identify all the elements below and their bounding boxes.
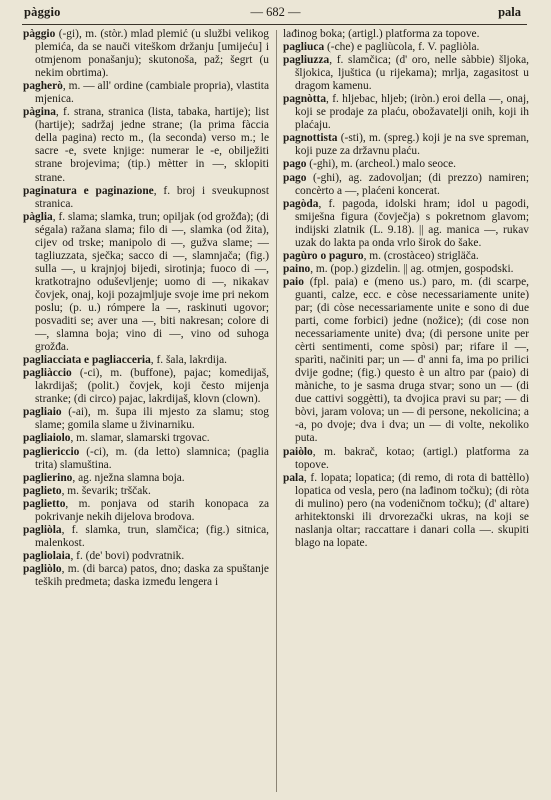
left-column [23,28,269,794]
entry-headword: paio [283,275,304,288]
dictionary-entry [283,446,529,472]
dictionary-entry [23,28,269,80]
entry-definition: (-ci), m. (buffone), pajac; komedijaš, lakrdijaš; (polit.) čovjek, koji često mijenja stranke; (di circo) pajac, lakrdijaš, klovn (clown). [35,367,269,406]
entry-headword: pagliaiolo [23,432,71,445]
entry-headword: pago [283,171,307,184]
entry-definition: , f. lopata; lopatica; (di remo, di rota di battèllo) lopatica od vesla, pero (na lađinom točku); (di ròta di mulino) pero (na vodeničnom točku); (d' altare) arhitektonski ili drvorezački ukras, na koji se naslanja oltar; raccattare i danari colla —. skupiti blago na lopate. [295,471,529,549]
entry-headword: paginatura e paginazione [23,184,154,197]
entry-definition: , m. (pop.) gizdelin. || ag. otmjen, gospodski. [310,262,514,275]
dictionary-entry [283,93,529,132]
dictionary-entry [283,158,529,171]
dictionary-entry [23,498,269,524]
entry-headword: paglietto [23,497,66,510]
entry-headword: pago [283,158,307,171]
entry-headword: pagherò [23,80,63,93]
entry-definition: (-che) e pagliùcola, f. V. pagliòla. [324,41,480,54]
dictionary-entry [23,472,269,485]
dictionary-entry [23,524,269,550]
page-number: — 682 — [250,5,301,19]
entry-headword: pagliolaia [23,549,71,562]
entry-definition: , f. slama; slamka, trun; opiljak (od grožđa); (di ségala) ražana slama; filo di —, slamka (od žita), cijev od trske; manipolo di —, gužva slame; — tagliuzzata, sječka; sacco di —, slamnjača; (fig.) sulla —, u krajnjoj bijedi, sirotinja; fuoco di —, kratkotrajno oduševljenje; uomo di —, nikakav čovjek, onaj, koji pozajmljuje svoje ime pri nekom poslu; (p. u.) rómpere la —, raskinuti ugovor; posvaditi se; aver una —, biti nakresan; colore di —, slamna boja; vino di —, vino od suhoga grožđa. [35,210,269,354]
dictionary-entry [283,276,529,446]
entry-definition: (-ci), m. (da letto) slamnica; (paglia trita) slamuština. [35,445,269,471]
entry-headword: pagliacciata e pagliacceria [23,354,151,367]
dictionary-entry [23,185,269,211]
entry-definition: , ag. nježna slamna boja. [72,471,185,484]
dictionary-entry [283,263,529,276]
dictionary-entry [23,106,269,184]
entry-headword: paino [283,262,311,275]
dictionary-entry [283,172,529,198]
entry-definition: , m. — all' ordine (cambiale propria), vlastita mjenica. [35,80,269,106]
entry-headword: pagliuzza [283,54,330,67]
entry-definition: , f. slamčica; (d' oro, nelle sàbbie) šljoka, šljokica, ljuštica (u rijekama); mrlja, zagasitost u dragom kamenu. [295,54,529,93]
header-last-entry: pala [498,5,521,19]
entry-headword: pàgina [23,106,56,119]
entry-headword: pagliaio [23,406,62,419]
dictionary-entry [23,80,269,106]
header-rule [22,24,527,25]
entry-headword: paglieto [23,484,62,497]
entry-headword: pàggio [23,28,56,40]
entry-definition: , f. slamka, trun, slamčica; (fig.) sitnica, malenkost. [35,523,269,549]
dictionary-entry [283,41,529,54]
dictionary-entry [23,211,269,355]
entry-definition: lađinog boka; (artigl.) platforma za topove. [283,28,480,40]
entry-definition: (-ai), m. šupa ili mjesto za slamu; stog slame; gomila slame u živinarniku. [35,406,269,432]
entry-definition: (-sti), m. (spreg.) koji je na sve spreman, koji puze za državnu plaću. [295,132,529,158]
column-divider [276,30,277,792]
entry-headword: paiòlo [283,445,313,458]
dictionary-entry [283,28,529,41]
entry-headword: pagnòtta [283,93,327,106]
header-first-entry: pàggio [24,5,61,19]
dictionary-entry [23,432,269,445]
entry-definition: , f. šala, lakrdija. [150,354,228,367]
entry-headword: pàglia [23,210,53,223]
entry-definition: , m. bakrač, kotao; (artigl.) platforma za topove. [295,445,529,471]
entry-definition: , f. hljebac, hljeb; (iròn.) eroi della —, onaj, koji se prodaje za plaću, obožavatelji onih, koji ih plaćaju. [295,93,529,132]
entry-definition: , m. (di barca) patos, dno; daska za spuštanje teških predmeta; daska između lengera i [35,562,269,588]
entry-headword: pagùro o paguro [283,249,364,262]
entry-headword: pagliuca [283,41,325,54]
dictionary-entry [23,563,269,589]
entry-definition: , m. slamar, slamarski trgovac. [70,432,210,445]
dictionary-entry [283,472,529,550]
entry-definition: , f. strana, stranica (lista, tabaka, hartije); list (hartije); sadržaj jedne strane; (la prima fàccia della pagina) recto m., (la seconda) verso m.; le sacre -e, svete knjige: numerar le -e, obilježiti strane brojevima; (tip.) mètter in —, sklopiti strane. [35,106,269,184]
dictionary-entry [23,367,269,406]
entry-headword: pagliòla [23,523,62,536]
dictionary-entry [283,54,529,93]
entry-definition: , m. ponjava od starih konopaca za pokrivanje nekih dijelova brodova. [35,497,269,523]
entry-definition: (-ghi), m. (archeol.) malo seoce. [306,158,457,171]
entry-headword: pagòda [283,197,319,210]
entry-headword: pagliòlo [23,562,62,575]
entry-definition: (fpl. paia) e (meno us.) paro, m. (di scarpe, guanti, calze, ecc. e còse necessariamente unite) par; (di còse necessariamente unite e sono di due parti, come forbici) jedne (nožice); (di cose non necessariamente unite) dva; (di persone unite per cèrti sentimenti, come spòsi) par; rifare il —, sparìti, načiniti par; un — d' anni fa, ima po prilici dvije godne; (fig.) questo è un altro par (paio) di màniche, to je sasma druga stvar; sono un — (di due cattivi soggètti), ta dvojica pravi su par; — di bòvi, jaram volova; un — di persone, nekolicina; a -a, po dvoje; dva i dva; un — di volte, nekoliko puta. [295,275,529,445]
entry-definition: , m. (crostàceo) strigläča. [363,249,479,262]
dictionary-entry [23,485,269,498]
entry-headword: paglierino [23,471,73,484]
dictionary-entry [283,250,529,263]
dictionary-entry [23,354,269,367]
entry-definition: (-ghi), ag. zadovoljan; (di prezzo) namiren; concèrto a —, plaćeni koncerat. [295,171,529,197]
entry-definition: , m. ševarik; trščak. [61,484,151,497]
entry-definition: (-gi), m. (stòr.) mlad plemić (u službi velikog plemića, da se nauči viteškom držanju [umijeću] i otmjenom ponašanju); skutonoša, paž; šegrt (u nekim obrtima). [35,28,269,80]
entry-headword: pala [283,471,304,484]
right-column [283,28,529,794]
page-header [0,0,551,26]
dictionary-entry [23,446,269,472]
entry-headword: pagliàccio [23,367,72,380]
entry-definition: , f. broj i sveukupnost stranica. [35,184,269,210]
entry-definition: , f. (de' bovi) podvratnik. [70,549,185,562]
dictionary-entry [23,406,269,432]
dictionary-entry [283,198,529,250]
dictionary-entry [283,132,529,158]
dictionary-entry [23,550,269,563]
entry-headword: pagnottista [283,132,338,145]
entry-headword: pagliericcio [23,445,80,458]
entry-definition: , f. pagoda, idolski hram; idol u pagodi, smiješna figura (čovječja) s pokretnom glavom; indijski zlatnik (L. 9.18). || ag. manica —, rukav uzak do lakta pa onda vrlo širok do šake. [295,197,529,249]
